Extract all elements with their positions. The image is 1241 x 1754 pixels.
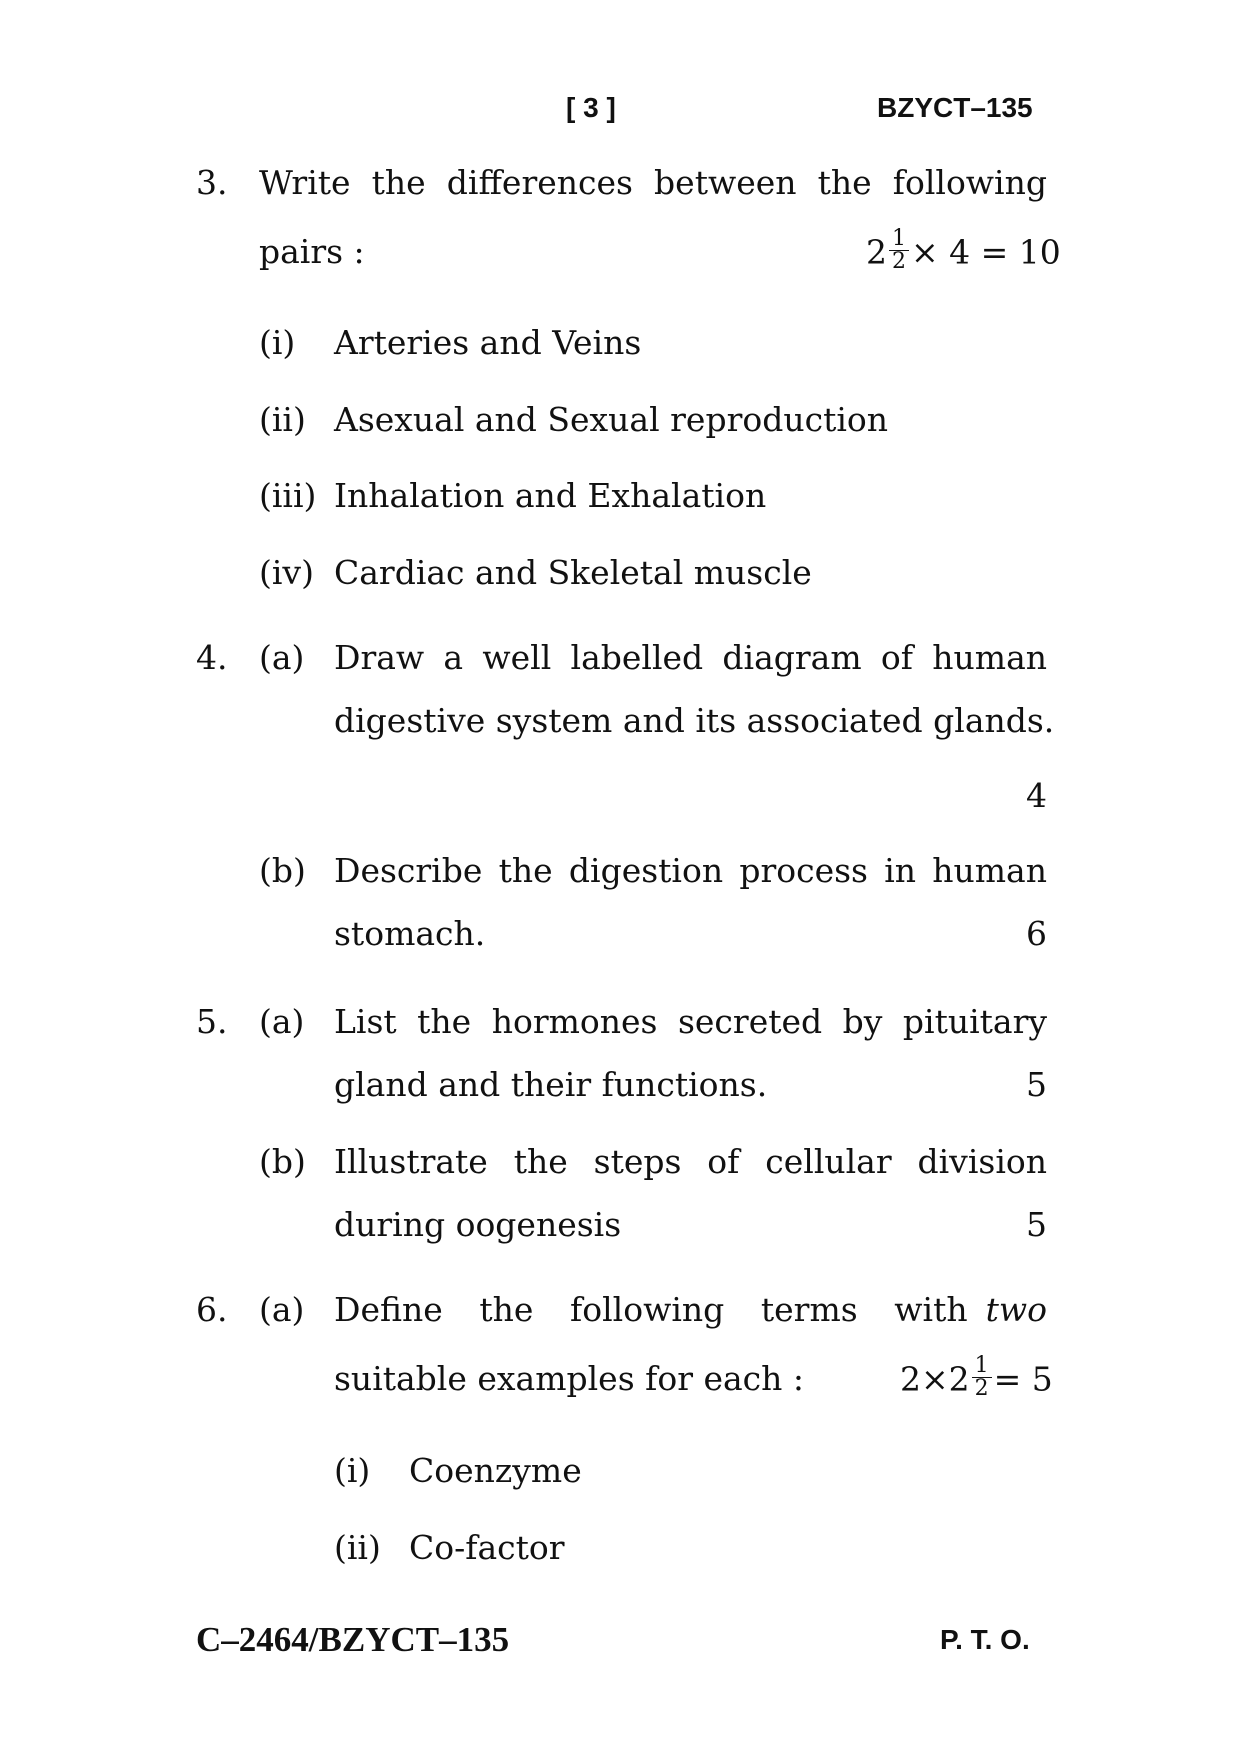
question-5b-label: (b) — [259, 1142, 306, 1181]
question-6a-line1-italic: two — [985, 1290, 1047, 1329]
fraction-denominator: 2 — [974, 1376, 989, 1401]
question-5b-line2: during oogenesis — [334, 1205, 622, 1244]
question-3-item-label: (i) — [259, 323, 296, 362]
question-3-number: 3. — [196, 163, 228, 202]
question-3-item-label: (ii) — [259, 400, 306, 439]
question-4b-marks: 6 — [1026, 914, 1047, 953]
question-6-item-label: (i) — [334, 1451, 371, 1490]
question-6-item-label: (ii) — [334, 1528, 381, 1567]
question-4-number: 4. — [196, 638, 228, 677]
page-number: [ 3 ] — [566, 92, 616, 123]
question-4b-label: (b) — [259, 851, 306, 890]
question-6a-line1 — [334, 1290, 1047, 1330]
question-4a-line2: digestive system and its associated glands. — [334, 701, 1055, 740]
question-6a-marks — [900, 1353, 1053, 1404]
footer-paper-code: C–2464/BZYCT–135 — [196, 1620, 510, 1659]
question-5b-marks: 5 — [1026, 1205, 1047, 1244]
question-3-item-text: Cardiac and Skeletal muscle — [334, 553, 812, 592]
question-6a-line1-text: Define the following terms with — [334, 1290, 968, 1329]
question-5b-line1: Illustrate the steps of cellular division — [334, 1142, 1047, 1181]
question-4b-line2: stomach. — [334, 914, 486, 953]
marks-fraction — [972, 1355, 992, 1400]
question-5-number: 5. — [196, 1002, 228, 1041]
question-3-text-line2: pairs : — [259, 232, 365, 271]
question-3-item-label: (iv) — [259, 553, 314, 592]
question-5a-line1: List the hormones secreted by pituitary — [334, 1002, 1047, 1041]
marks-whole: 2 — [866, 232, 887, 272]
question-3-item-text: Arteries and Veins — [334, 323, 642, 362]
question-4a-line1: Draw a well labelled diagram of human — [334, 638, 1047, 677]
marks-rest: × 4 = 10 — [911, 232, 1061, 272]
question-6-item-text: Coenzyme — [409, 1451, 582, 1490]
question-5a-label: (a) — [259, 1002, 305, 1041]
paper-code-header: BZYCT–135 — [877, 92, 1033, 123]
question-6-number: 6. — [196, 1290, 228, 1329]
question-6a-line2: suitable examples for each : — [334, 1359, 805, 1398]
marks-fraction — [889, 228, 909, 273]
fraction-numerator: 1 — [889, 228, 909, 251]
fraction-denominator: 2 — [892, 249, 906, 274]
question-3-item-text: Asexual and Sexual reproduction — [334, 400, 889, 439]
question-4b-line1: Describe the digestion process in human — [334, 851, 1047, 890]
question-5a-line2: gland and their functions. — [334, 1065, 768, 1104]
question-3-text-line1: Write the differences between the following — [259, 163, 1047, 202]
question-3-item-text: Inhalation and Exhalation — [334, 476, 767, 515]
question-4a-marks: 4 — [1026, 776, 1047, 815]
question-4a-label: (a) — [259, 638, 305, 677]
fraction-numerator: 1 — [972, 1355, 992, 1378]
footer-pto: P. T. O. — [940, 1624, 1030, 1655]
question-6a-label: (a) — [259, 1290, 305, 1329]
question-5a-marks: 5 — [1026, 1065, 1047, 1104]
marks-pre: 2×2 — [900, 1359, 970, 1399]
question-6-item-text: Co-factor — [409, 1528, 565, 1567]
marks-rest: = 5 — [993, 1359, 1053, 1399]
question-3-item-label: (iii) — [259, 476, 317, 515]
question-3-marks — [866, 226, 1061, 277]
